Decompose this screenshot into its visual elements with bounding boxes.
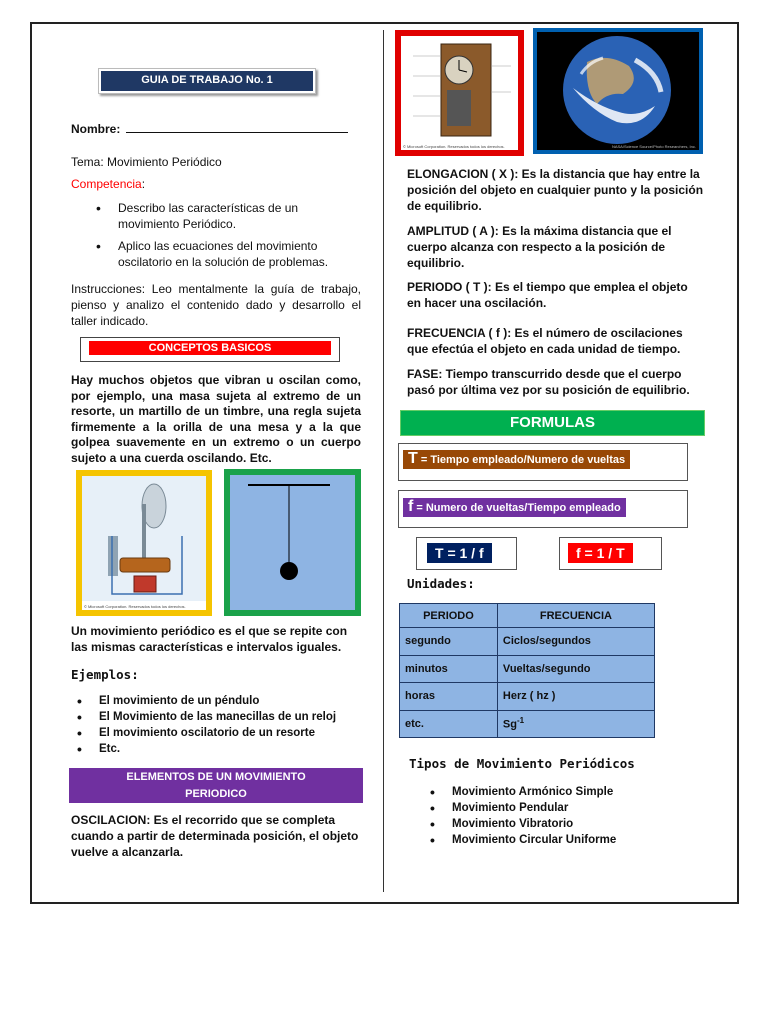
list-item: • Etc. bbox=[73, 741, 363, 757]
competencias-list bbox=[92, 200, 354, 270]
conceptos-title: CONCEPTOS BASICOS bbox=[89, 341, 331, 355]
oscilacion: OSCILACION: Es el recorrido que se completa cuando a partir de determinada posición, el objeto vuelve a alcanzarla. bbox=[71, 813, 359, 859]
table-header-row bbox=[400, 604, 655, 628]
sg-exponent: -1 bbox=[516, 716, 525, 726]
ejemplos-title: Ejemplos: bbox=[71, 667, 139, 682]
nombre-label: Nombre: bbox=[71, 122, 121, 136]
list-item: • Movimiento Armónico Simple bbox=[426, 784, 696, 800]
conceptos-header bbox=[80, 337, 340, 362]
def-text: Es el número de oscilaciones que efectúa el objeto en cada unidad de tiempo. bbox=[407, 326, 683, 356]
tema: Tema: Movimiento Periódico bbox=[71, 155, 222, 169]
list-item: • El movimiento de un péndulo bbox=[73, 693, 363, 709]
def-amplitud bbox=[407, 223, 705, 271]
table-cell: etc. bbox=[400, 710, 498, 738]
formula2 bbox=[403, 498, 626, 517]
formula4: f = 1 / T bbox=[568, 543, 633, 563]
units-table bbox=[399, 603, 655, 738]
clock-credit: © Microsoft Corporation. Reservados todos los derechos. bbox=[403, 144, 505, 149]
intro-paragraph: Hay muchos objetos que vibran u oscilan como, por ejemplo, una masa sujeta al extremo de un resorte, un martillo de un timbre, una regla sujeta firmemente a la orilla de una mesa y a la que golpea suavemente en un extremo o un cuerpo sujeto a una cuerda oscilando. Etc. bbox=[71, 373, 361, 465]
def-term: AMPLITUD ( A ): bbox=[407, 224, 499, 238]
formula1-box bbox=[398, 443, 688, 481]
list-item: • El Movimiento de las manecillas de un reloj bbox=[73, 709, 363, 725]
formula1-text: = Tiempo empleado/Numero de vueltas bbox=[417, 454, 626, 466]
def-text: Es la máxima distancia que el cuerpo alcanza con respecto a la posición de equilibrio. bbox=[407, 224, 672, 270]
def-text: Es el tiempo que emplea el objeto en hacer una oscilación. bbox=[407, 280, 688, 310]
elementos-header bbox=[69, 768, 363, 803]
table-header: FRECUENCIA bbox=[497, 604, 654, 628]
sg-unit: Sg bbox=[502, 719, 517, 732]
pendulum-image bbox=[224, 469, 361, 616]
elementos-title-line1: ELEMENTOS DE UN MOVIMIENTO bbox=[126, 771, 306, 783]
formula1 bbox=[403, 450, 630, 469]
table-cell: Vueltas/segundo bbox=[497, 655, 654, 683]
instrucciones: Instrucciones: Leo mentalmente la guía de trabajo, pienso y analizo el contenido dado y desarrollo el taller indicado. bbox=[71, 282, 361, 328]
guia-title: GUIA DE TRABAJO No. 1 bbox=[101, 71, 313, 91]
bell-credit: © Microsoft Corporation. Reservados todos los derechos. bbox=[84, 604, 186, 609]
def-term: FASE: bbox=[407, 367, 443, 381]
list-item: • Movimiento Vibratorio bbox=[426, 816, 696, 832]
table-cell: Herz ( hz ) bbox=[497, 683, 654, 711]
list-item: • Describo las características de un movimiento Periódico. bbox=[92, 200, 354, 232]
formulas-header: FORMULAS bbox=[400, 410, 705, 436]
column-divider bbox=[383, 30, 384, 892]
formula2-box bbox=[398, 490, 688, 528]
earth-credit: NASA/Science Source/Photo Researchers, Inc. bbox=[611, 144, 696, 149]
formula2-text: = Numero de vueltas/Tiempo empleado bbox=[413, 502, 621, 514]
elementos-title-line2: PERIODICO bbox=[185, 788, 247, 800]
clock-illustration bbox=[401, 36, 518, 150]
table-row bbox=[400, 628, 655, 656]
def-term: ELONGACION ( X ): bbox=[407, 167, 519, 181]
competencia-colon: : bbox=[141, 177, 146, 191]
def-elongacion bbox=[407, 166, 705, 214]
def-term: FRECUENCIA ( f ): bbox=[407, 326, 512, 340]
list-item: • Movimiento Pendular bbox=[426, 800, 696, 816]
ejemplos-list bbox=[73, 693, 363, 757]
tipos-list bbox=[426, 784, 696, 848]
def-text: Es la distancia que hay entre la posición del objeto en cualquier punto y la posición de equilibrio. bbox=[407, 167, 704, 213]
formula3-box bbox=[416, 537, 517, 570]
def-fase bbox=[407, 366, 705, 398]
table-cell: Ciclos/segundos bbox=[497, 628, 654, 656]
competencia-heading bbox=[71, 176, 145, 192]
bell-image bbox=[76, 470, 212, 616]
table-row bbox=[400, 683, 655, 711]
formula4-box bbox=[559, 537, 662, 570]
unidades-title: Unidades: bbox=[407, 576, 475, 591]
def-periodo bbox=[407, 279, 705, 311]
earth-image bbox=[533, 28, 703, 154]
definicion: Un movimiento periódico es el que se repite con las mismas características e intervalos iguales. bbox=[71, 624, 348, 654]
table-cell: minutos bbox=[400, 655, 498, 683]
clock-image bbox=[395, 30, 524, 156]
guia-header bbox=[98, 68, 316, 94]
def-frecuencia bbox=[407, 325, 705, 357]
formula3: T = 1 / f bbox=[427, 543, 492, 563]
table-cell: segundo bbox=[400, 628, 498, 656]
def-term: PERIODO ( T ): bbox=[407, 280, 492, 294]
tipos-title: Tipos de Movimiento Periódicos bbox=[409, 756, 635, 771]
list-item: • Aplico las ecuaciones del movimiento oscilatorio en la solución de problemas. bbox=[92, 238, 354, 270]
nombre-field[interactable] bbox=[126, 132, 348, 133]
pendulum-illustration bbox=[230, 475, 355, 610]
table-header: PERIODO bbox=[400, 604, 498, 628]
table-cell bbox=[497, 710, 654, 738]
formula2-symbol: f bbox=[408, 498, 414, 515]
def-text: Tiempo transcurrido desde que el cuerpo pasó por última vez por su posición de equilibrio. bbox=[407, 367, 690, 397]
table-row bbox=[400, 710, 655, 738]
bell-illustration bbox=[82, 476, 206, 610]
formula1-symbol: T bbox=[408, 450, 418, 467]
list-item: • El movimiento oscilatorio de un resorte bbox=[73, 725, 363, 741]
table-cell: horas bbox=[400, 683, 498, 711]
earth-illustration bbox=[537, 32, 699, 150]
competencia-label: Competencia bbox=[71, 177, 142, 191]
table-row bbox=[400, 655, 655, 683]
list-item: • Movimiento Circular Uniforme bbox=[426, 832, 696, 848]
